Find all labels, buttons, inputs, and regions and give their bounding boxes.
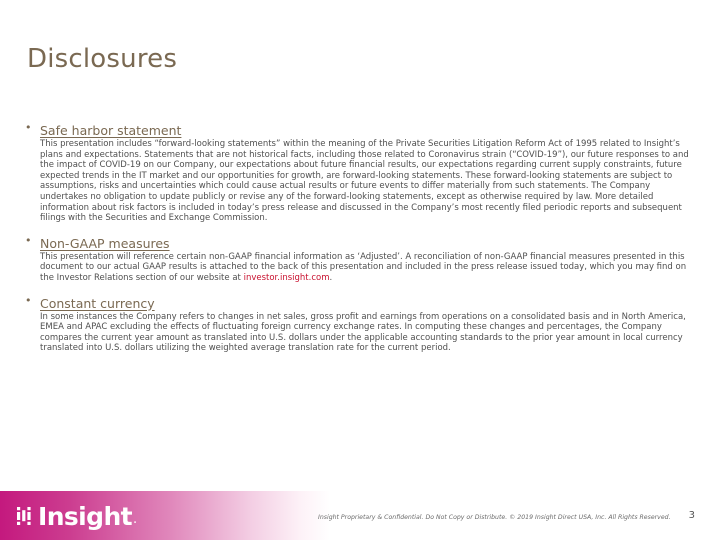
insight-logo-mark-icon: [17, 507, 33, 525]
safe-harbor-heading: Safe harbor statement: [40, 123, 182, 138]
page-title: Disclosures: [27, 44, 178, 74]
non-gaap-text-end: .: [329, 272, 333, 283]
confidentiality-notice: Insight Proprietary & Confidential. Do Not Copy or Distribute. © 2019 Insight Direct USA, Inc. All Rights Reserved.: [318, 514, 671, 521]
non-gaap-section: [25, 233, 695, 284]
non-gaap-text: This presentation will reference certain non-GAAP financial information as ‘Adjusted’. A reconciliation of non-GAAP financial measures presented in this document to our actual GAAP results is attached to the back of this presentation and included in the press release issued today, which you may find on the Investor Relations section of our website at: [40, 251, 687, 283]
safe-harbor-section: [25, 120, 695, 224]
investor-relations-link[interactable]: investor.insight.com: [243, 272, 330, 283]
safe-harbor-text: This presentation includes “forward-looking statements” within the meaning of the Private Securities Litigation Reform Act of 1995 related to Insight’s plans and expectations. Statements that are not historical facts, including those related to Coronavirus strain (“COVID-19”), our future responses to and the impact of COVID-19 on our Company, our expectations about future financial results, our expectations regarding current supply constraints, future expected trends in the IT market and our opportunities for growth, are forward-looking statements. These forward-looking statements are subject to assumptions, risks and uncertainties which could cause actual results or future events to differ materially from such statements. The Company undertakes no obligation to update publicly or revise any of the forward-looking statements, except as otherwise required by law. More detailed information about risk factors is included in today’s press release and discussed in the Company’s most recently filed periodic reports and subsequent filings with the Securities and Exchange Commission.: [40, 139, 689, 224]
logo-wordmark: Insight: [38, 501, 132, 531]
bullet-icon: •: [25, 233, 32, 247]
non-gaap-heading: Non-GAAP measures: [40, 235, 170, 251]
non-gaap-text-block: [40, 252, 695, 284]
constant-currency-section: [25, 293, 695, 354]
disclosures-list: [25, 120, 695, 363]
constant-currency-text: In some instances the Company refers to changes in net sales, gross profit and earnings from operations on a consolidated basis and in North America, EMEA and APAC excluding the effects of fluctuating foreign currency exchange rates. In computing these changes and percentages, the Company compares the current year amount as translated into U.S. dollars under the applicable accounting standards to the prior year amount in local currency translated into U.S. dollars utilizing the weighted average translation rate for the current period.: [40, 311, 686, 354]
constant-currency-heading: Constant currency: [40, 295, 155, 311]
insight-logo: [17, 500, 137, 532]
page-number: 3: [688, 510, 695, 521]
logo-dot: .: [133, 512, 138, 527]
bullet-icon: •: [25, 293, 32, 307]
bullet-icon: •: [25, 121, 32, 134]
